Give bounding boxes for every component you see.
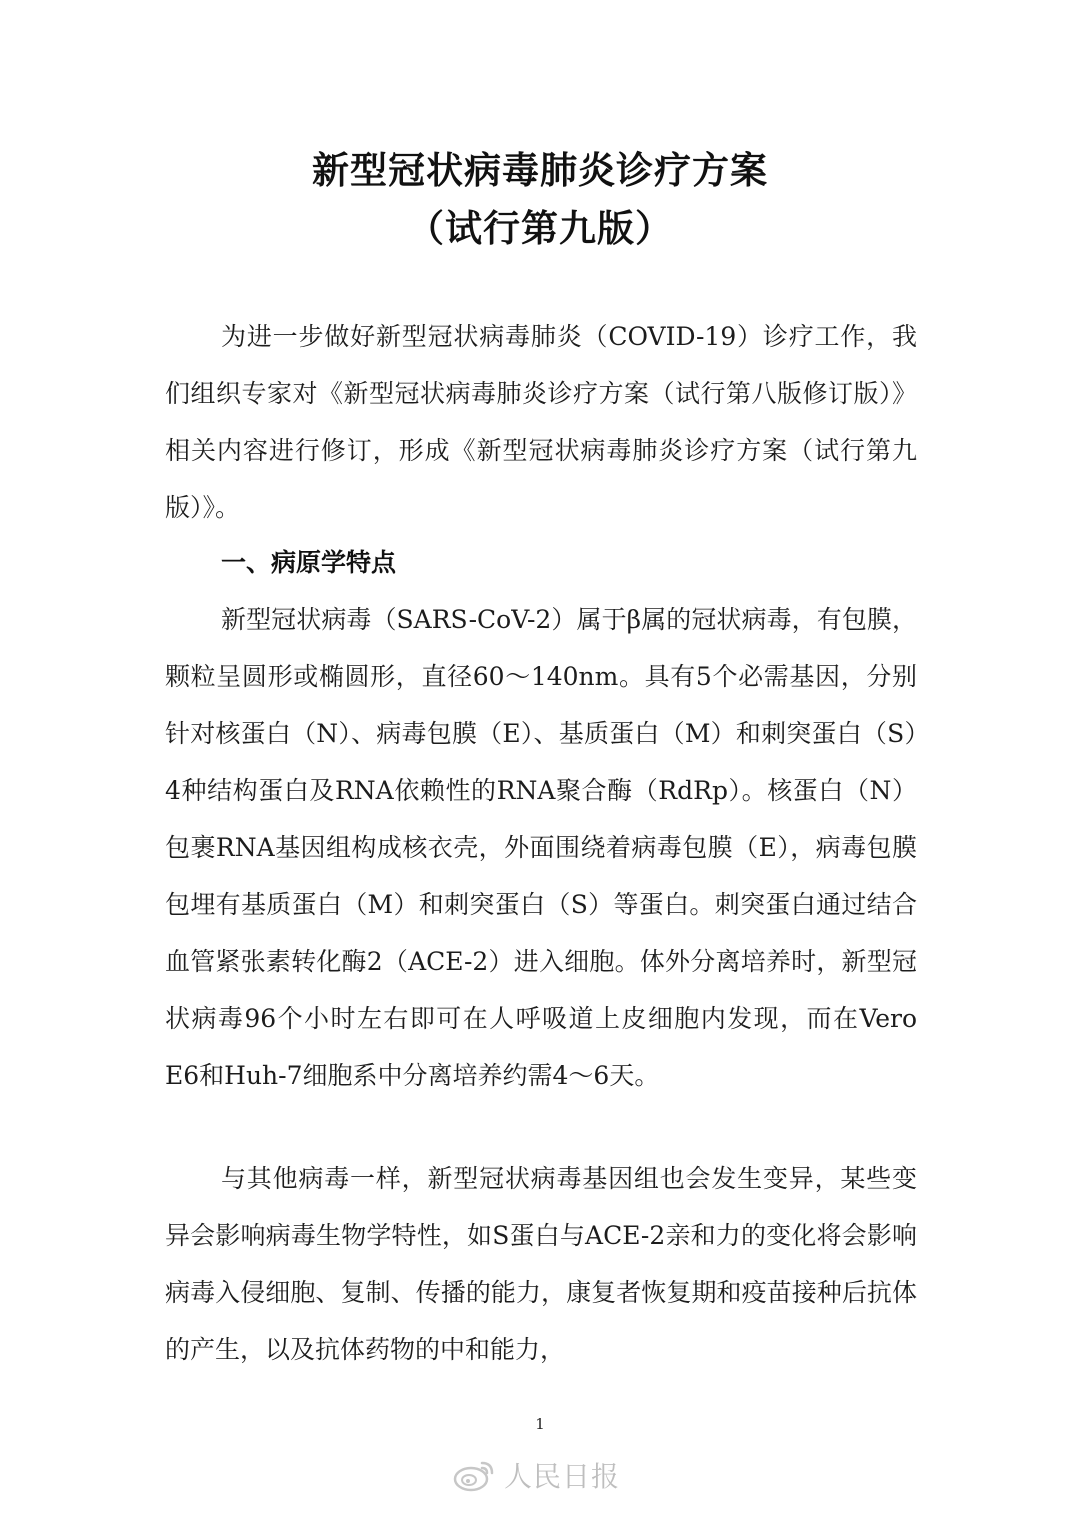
watermark bbox=[452, 1450, 620, 1500]
intro-paragraph: 为进一步做好新型冠状病毒肺炎（COVID-19）诊疗工作，我们组织专家对《新型冠状病毒肺炎诊疗方案（试行第八版修订版）》相关内容进行修订，形成《新型冠状病毒肺炎诊疗方案（试行第九版）》。 bbox=[165, 322, 917, 522]
mutation-paragraph: 与其他病毒一样，新型冠状病毒基因组也会发生变异，某些变异会影响病毒生物学特性，如S蛋白与ACE-2亲和力的变化将会影响病毒入侵细胞、复制、传播的能力，康复者恢复期和疫苗接种后抗体的产生，以及抗体药物的中和能力， bbox=[165, 1164, 917, 1364]
document-title: 新型冠状病毒肺炎诊疗方案 bbox=[312, 149, 768, 192]
page-number: 1 bbox=[535, 1415, 545, 1433]
virology-paragraph: 新型冠状病毒（SARS-CoV-2）属于β属的冠状病毒，有包膜，颗粒呈圆形或椭圆形，直径60～140nm。具有5个必需基因，分别针对核蛋白（N）、病毒包膜（E）、基质蛋白（M）和刺突蛋白（S）4种结构蛋白及RNA依赖性的RNA聚合酶（RdRp）。核蛋白（N）包裹RNA基因组构成核衣壳，外面围绕着病毒包膜（E），病毒包膜包埋有基质蛋白（M）和刺突蛋白（S）等蛋白。刺突蛋白通过结合血管紧张素转化酶2（ACE-2）进入细胞。体外分离培养时，新型冠状病毒96个小时左右即可在人呼吸道上皮细胞内发现，而在Vero E6和Huh-7细胞系中分离培养约需4～6天。 bbox=[165, 605, 917, 1090]
document-subtitle: （试行第九版） bbox=[407, 207, 673, 250]
section-heading: 一、病原学特点 bbox=[221, 548, 397, 577]
weibo-logo-icon bbox=[452, 1457, 496, 1493]
watermark-text: 人民日报 bbox=[504, 1460, 621, 1493]
